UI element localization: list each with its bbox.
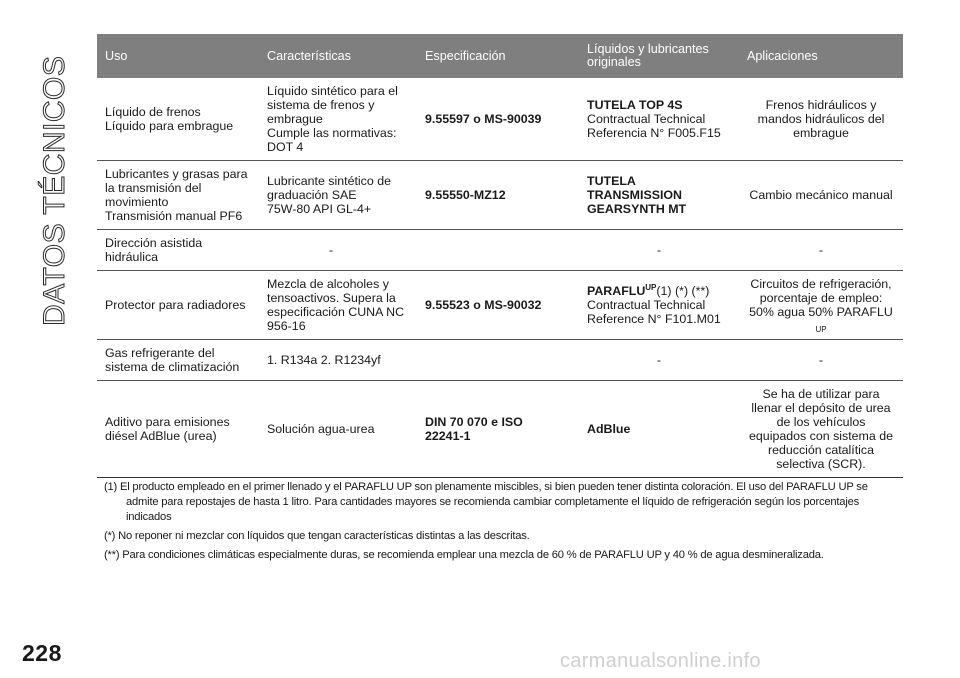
header-aplicaciones: Aplicaciones — [739, 34, 903, 78]
cell-caracteristicas: 1. R134a 2. R1234yf — [259, 340, 579, 381]
liquid-brand-superscript: UP — [645, 283, 657, 292]
cell-caracteristicas: Solución agua-urea — [259, 381, 417, 478]
application-mix: 50% agua 50% PARAFLU — [749, 305, 893, 319]
table-row — [97, 161, 903, 230]
cell-liquidos: - — [579, 340, 739, 381]
cell-caracteristicas: Líquido sintético para el sistema de frenos y embrague Cumple las normativas: DOT 4 — [259, 78, 417, 161]
header-caracteristicas: Características — [259, 34, 417, 78]
footnote: (1) El producto empleado en el primer llenado y el PARAFLU UP son plenamente miscibles, si bien pueden tener distinta coloración. El uso del PARAFLU UP se admite para repostajes de hasta 1 litro. Para cantidades mayores se recomienda cambiar completamente el líquido de refrigeración según los porcentajes indicados — [104, 481, 868, 523]
cell-uso: Lubricantes y grasas para la transmisión del movimiento Transmisión manual PF6 — [97, 161, 259, 230]
cell-aplicaciones: - — [739, 230, 903, 271]
header-uso: Uso — [97, 34, 259, 78]
table-header-row — [97, 34, 903, 78]
table-row — [97, 78, 903, 161]
liquid-brand: PARAFLU — [587, 284, 646, 298]
cell-aplicaciones: Cambio mecánico manual — [739, 161, 903, 230]
footnote: (**) Para condiciones climáticas especialmente duras, se recomienda emplear una mezcla de 60 % de PARAFLU UP y 40 % de agua desmineralizada. — [104, 549, 824, 561]
cell-caracteristicas: Mezcla de alcoholes y tensoactivos. Supera la especificación CUNA NC 956-16 — [259, 271, 417, 340]
header-liquidos: Líquidos y lubricantes originales — [579, 34, 739, 78]
table-row — [97, 230, 903, 271]
cell-uso: Dirección asistida hidráulica — [97, 230, 259, 271]
cell-aplicaciones: - — [739, 340, 903, 381]
cell-aplicaciones: Se ha de utilizar para llenar el depósito de urea de los vehículos equipados con sistema de reducción catalítica selectiva (SCR). — [739, 381, 903, 478]
cell-especificacion: DIN 70 070 e ISO 22241-1 — [417, 381, 579, 478]
cell-aplicaciones: Frenos hidráulicos y mandos hidráulicos del embrague — [739, 78, 903, 161]
cell-uso: Líquido de frenos Líquido para embrague — [97, 78, 259, 161]
table-row — [97, 340, 903, 381]
liquid-note-refs: (1) (*) (**) — [656, 284, 710, 298]
cell-liquidos: TUTELA TRANSMISSION GEARSYNTH MT — [579, 161, 739, 230]
page-number: 228 — [22, 640, 62, 666]
cell-caracteristicas: Lubricante sintético de graduación SAE 75W-80 API GL-4+ — [259, 161, 417, 230]
footnotes — [104, 480, 894, 567]
specification-table — [97, 34, 903, 478]
liquid-reference: Contractual Technical Reference N° F101.M01 — [587, 298, 721, 326]
application-line: Circuitos de refrigeración, porcentaje de empleo: — [750, 277, 892, 305]
liquid-reference: Contractual Technical Referencia N° F005.F15 — [587, 112, 721, 140]
cell-liquidos: AdBlue — [579, 381, 739, 478]
side-section-title-text: DATOS TÉCNICOS — [38, 55, 71, 326]
cell-especificacion: 9.55597 o MS-90039 — [417, 78, 579, 161]
cell-liquidos: - — [579, 230, 739, 271]
application-mix-subscript: UP — [815, 325, 827, 334]
header-especificacion: Especificación — [417, 34, 579, 78]
cell-aplicaciones — [739, 271, 903, 340]
footnote: (*) No reponer ni mezclar con líquidos que tengan características distintas a las descritas. — [104, 530, 530, 542]
liquid-brand: TUTELA TOP 4S — [587, 98, 683, 112]
cell-especificacion: 9.55523 o MS-90032 — [417, 271, 579, 340]
cell-liquidos — [579, 78, 739, 161]
cell-uso: Gas refrigerante del sistema de climatización — [97, 340, 259, 381]
table-row — [97, 271, 903, 340]
cell-especificacion: 9.55550-MZ12 — [417, 161, 579, 230]
cell-liquidos — [579, 271, 739, 340]
cell-uso: Aditivo para emisiones diésel AdBlue (urea) — [97, 381, 259, 478]
cell-caracteristicas: - — [259, 230, 579, 271]
cell-uso: Protector para radiadores — [97, 271, 259, 340]
watermark: carmanualsonline.info — [560, 650, 761, 672]
table-row — [97, 381, 903, 478]
side-section-title — [18, 28, 78, 328]
